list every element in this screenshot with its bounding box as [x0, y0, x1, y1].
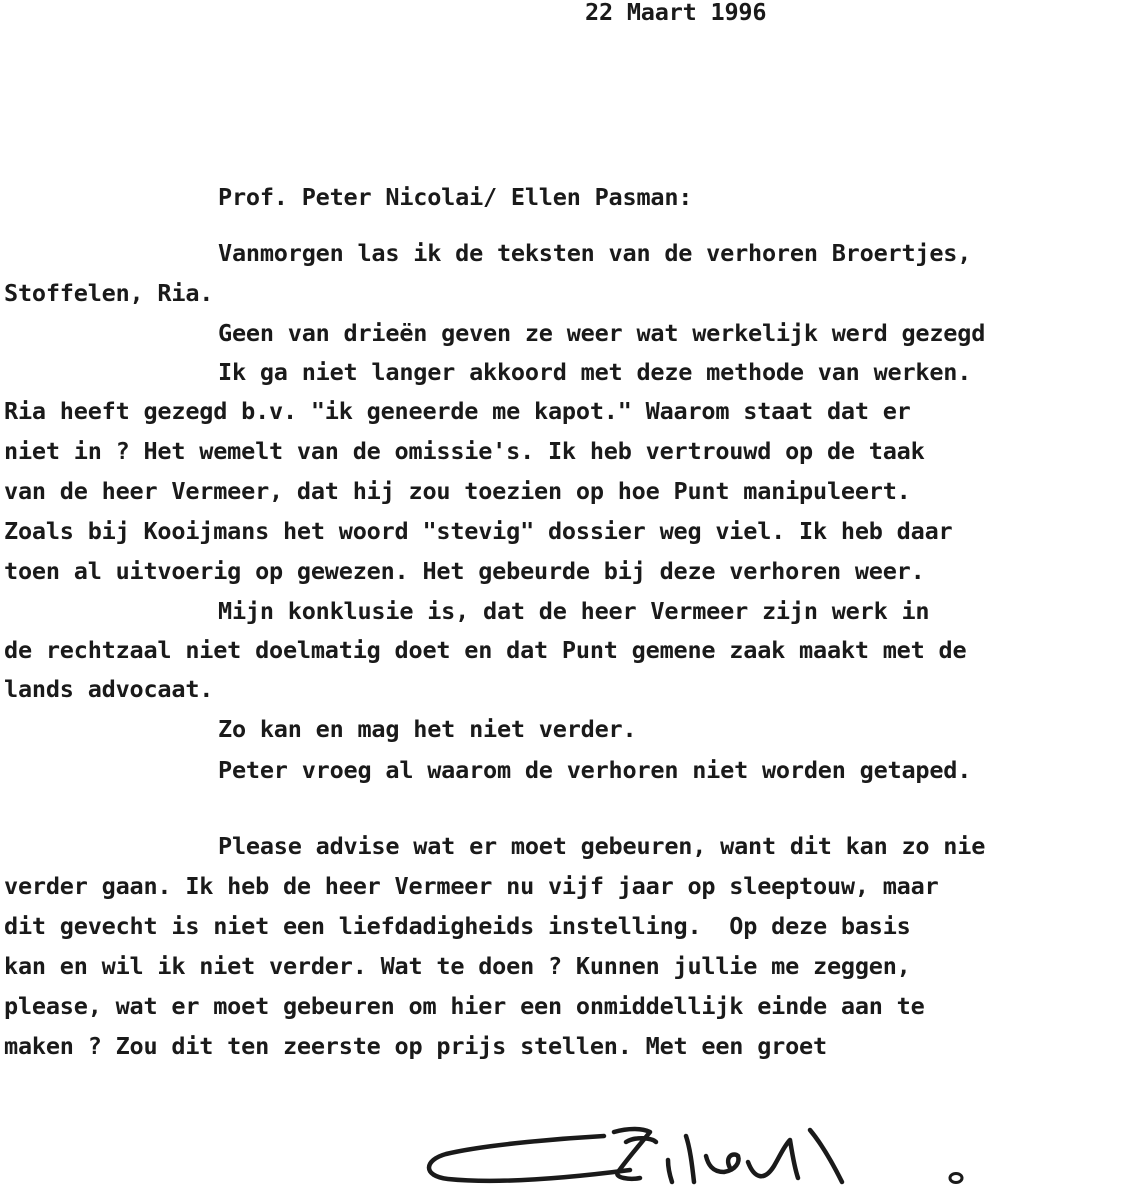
- body-line-11: de rechtzaal niet doelmatig doet en dat Punt gemene zaak maakt met de: [4, 636, 967, 664]
- body-line-10: Mijn konklusie is, dat de heer Vermeer zijn werk in: [218, 597, 930, 625]
- body-line-9: toen al uitvoerig op gewezen. Het gebeurde bij deze verhoren weer.: [4, 557, 925, 585]
- body-line-19: please, wat er moet gebeuren om hier een onmiddellijk einde aan te: [4, 992, 925, 1020]
- body-line-7: van de heer Vermeer, dat hij zou toezien op hoe Punt manipuleert.: [4, 477, 911, 505]
- body-line-6: niet in ? Het wemelt van de omissie's. Ik heb vertrouwd op de taak: [4, 437, 925, 465]
- salutation: Prof. Peter Nicolai/ Ellen Pasman:: [218, 183, 693, 211]
- body-line-20: maken ? Zou dit ten zeerste op prijs stellen. Met een groet: [4, 1032, 827, 1060]
- body-line-15: Please advise wat er moet gebeuren, want dit kan zo nie: [218, 832, 986, 860]
- body-line-4: Ik ga niet langer akkoord met deze methode van werken.: [218, 358, 972, 386]
- letter-date: 22 Maart 1996: [585, 0, 767, 26]
- body-line-17: dit gevecht is niet een liefdadigheids instelling. Op deze basis: [4, 912, 911, 940]
- body-line-3: Geen van drieën geven ze weer wat werkelijk werd gezegd: [218, 319, 986, 347]
- signature-dot: [950, 1174, 962, 1183]
- body-line-8: Zoals bij Kooijmans het woord "stevig" dossier weg viel. Ik heb daar: [4, 517, 953, 545]
- body-line-18: kan en wil ik niet verder. Wat te doen ? Kunnen jullie me zeggen,: [4, 952, 911, 980]
- body-line-13: Zo kan en mag het niet verder.: [218, 715, 637, 743]
- body-line-14: Peter vroeg al waarom de verhoren niet worden getaped.: [218, 756, 972, 784]
- body-line-12: lands advocaat.: [4, 675, 214, 703]
- body-line-1: Vanmorgen las ik de teksten van de verhoren Broertjes,: [218, 239, 972, 267]
- handwritten-signature: [418, 1112, 978, 1200]
- body-line-2: Stoffelen, Ria.: [4, 279, 214, 307]
- body-line-5: Ria heeft gezegd b.v. "ik geneerde me kapot." Waarom staat dat er: [4, 397, 911, 425]
- body-line-16: verder gaan. Ik heb de heer Vermeer nu vijf jaar op sleeptouw, maar: [4, 872, 939, 900]
